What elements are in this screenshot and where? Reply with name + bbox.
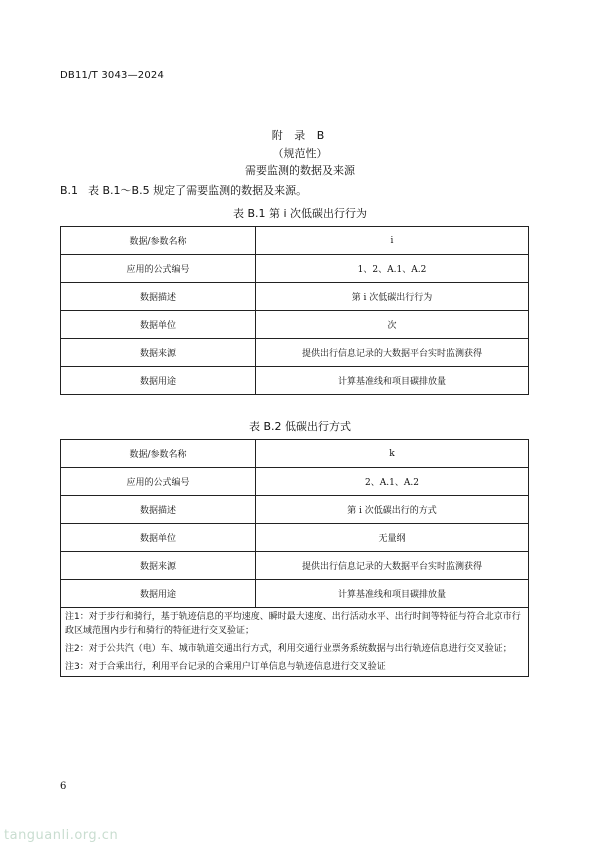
note-text: 对于合乘出行，利用平台记录的合乘用户订单信息与轨迹信息进行交叉验证: [88, 662, 386, 672]
table-cell-label: 数据单位: [61, 524, 256, 552]
table-cell-value: k: [256, 440, 529, 468]
table2-caption: 表 B.2 低碳出行方式: [248, 420, 352, 433]
appendix-title: 附 录 B: [271, 129, 329, 142]
table-cell-label: 数据用途: [61, 580, 256, 608]
table-cell-value: 1、2、A.1、A.2: [256, 255, 529, 283]
table-note-row: [61, 658, 529, 677]
note-label: 注2：: [65, 644, 89, 654]
table-cell-label: 数据单位: [61, 311, 256, 339]
table2: [60, 439, 529, 677]
table-cell-label: 数据来源: [61, 339, 256, 367]
table-cell-value: 第 i 次低碳出行的方式: [256, 496, 529, 524]
appendix-name: 需要监测的数据及来源: [245, 164, 355, 177]
note-label: 注3：: [65, 662, 89, 672]
table-note: [61, 658, 529, 677]
table-cell-value: 计算基准线和项目碳排放量: [256, 580, 529, 608]
table-row: [61, 227, 529, 255]
table-row: [61, 496, 529, 524]
table-cell-value: 第 i 次低碳出行行为: [256, 283, 529, 311]
table-cell-label: 数据用途: [61, 367, 256, 395]
table-row: [61, 552, 529, 580]
intro-paragraph: [60, 182, 307, 198]
table-cell-value: 计算基准线和项目碳排放量: [256, 367, 529, 395]
note-label: 注1：: [65, 612, 89, 622]
table-row: [61, 311, 529, 339]
appendix-type: （规范性）: [272, 147, 328, 160]
table-cell-label: 数据描述: [61, 496, 256, 524]
table-row: [61, 283, 529, 311]
table-row: [61, 339, 529, 367]
table-note: [61, 640, 529, 658]
note-text: 对于步行和骑行，基于轨迹信息的平均速度、瞬时最大速度、出行活动水平、出行时间等特征与符合北京市行政区域范围内步行和骑行的特征进行交叉验证；: [65, 612, 521, 636]
watermark: tanguanli.org.cn: [4, 828, 119, 843]
table-note: [61, 608, 529, 641]
note-text: 对于公共汽（电）车、城市轨道交通出行方式，利用交通行业票务系统数据与出行轨迹信息进行交叉验证；: [88, 644, 512, 654]
table1: [60, 226, 529, 395]
table-row: [61, 367, 529, 395]
table-cell-value: 次: [256, 311, 529, 339]
table-cell-label: 数据来源: [61, 552, 256, 580]
table-row: [61, 468, 529, 496]
table-cell-label: 数据描述: [61, 283, 256, 311]
table-cell-value: 无量纲: [256, 524, 529, 552]
table-cell-label: 应用的公式编号: [61, 468, 256, 496]
page-number: 6: [60, 781, 67, 792]
table-cell-value: i: [256, 227, 529, 255]
table-row: [61, 524, 529, 552]
intro-clause-number: B.1: [60, 184, 79, 197]
intro-text: 表 B.1～B.5 规定了需要监测的数据及来源。: [88, 184, 308, 197]
table-note-row: [61, 640, 529, 658]
table-note-row: [61, 608, 529, 641]
table-row: [61, 440, 529, 468]
standard-code: DB11/T 3043—2024: [60, 70, 165, 81]
table-cell-label: 数据/参数名称: [61, 440, 256, 468]
table-cell-label: 数据/参数名称: [61, 227, 256, 255]
table-row: [61, 255, 529, 283]
table1-caption: 表 B.1 第 i 次低碳出行行为: [232, 207, 368, 220]
table-cell-value: 提供出行信息记录的大数据平台实时监测获得: [256, 552, 529, 580]
table-cell-value: 提供出行信息记录的大数据平台实时监测获得: [256, 339, 529, 367]
table-row: [61, 580, 529, 608]
table-cell-value: 2、A.1、A.2: [256, 468, 529, 496]
table-cell-label: 应用的公式编号: [61, 255, 256, 283]
